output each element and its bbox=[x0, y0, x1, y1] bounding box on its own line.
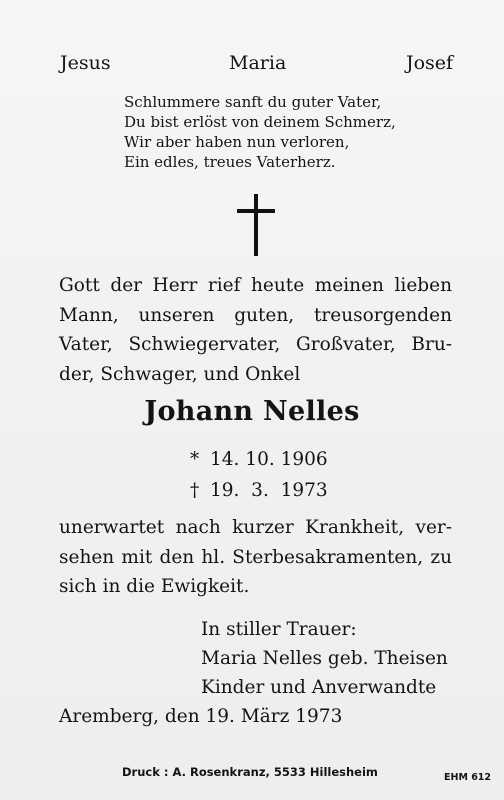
mourners-intro: In stiller Trauer: bbox=[201, 619, 357, 640]
life-dates bbox=[190, 444, 328, 506]
death-symbol: † bbox=[190, 480, 200, 501]
mourner-line: Maria Nelles geb. Theisen bbox=[201, 648, 448, 669]
closing-line: sehen mit den hl. Sterbesakramenten, zu bbox=[59, 546, 452, 568]
announcement-text bbox=[59, 271, 452, 389]
poem bbox=[124, 92, 396, 172]
card-code: EHM 612 bbox=[444, 772, 492, 783]
announcement-line: Gott der Herr rief heute meinen lieben bbox=[59, 275, 452, 296]
poem-line: Ein edles, treues Vaterherz. bbox=[124, 153, 336, 171]
cross-icon bbox=[237, 194, 275, 256]
place-date: Aremberg, den 19. März 1973 bbox=[59, 706, 343, 727]
closing-line: unerwartet nach kurzer Krankheit, ver- bbox=[59, 517, 452, 538]
death-row bbox=[190, 475, 328, 506]
header-josef: Josef bbox=[406, 52, 454, 74]
mourners bbox=[201, 615, 448, 702]
closing-text bbox=[59, 513, 452, 602]
birth-symbol: * bbox=[190, 449, 200, 470]
announcement-line: Vater, Schwiegervater, Großvater, Bru- bbox=[59, 334, 452, 355]
announcement-line: der, Schwager, und Onkel bbox=[59, 363, 301, 385]
header-jesus: Jesus bbox=[60, 52, 111, 74]
poem-line: Du bist erlöst von deinem Schmerz, bbox=[124, 113, 396, 131]
printer-credit: Druck : A. Rosenkranz, 5533 Hillesheim bbox=[122, 765, 378, 779]
announcement-line: Mann, unseren guten, treusorgenden bbox=[59, 304, 452, 326]
birth-date: 14. 10. 1906 bbox=[210, 449, 328, 470]
death-date: 19. 3. 1973 bbox=[210, 480, 328, 501]
poem-line: Wir aber haben nun verloren, bbox=[124, 133, 350, 151]
closing-line: sich in die Ewigkeit. bbox=[59, 576, 250, 597]
deceased-name: Johann Nelles bbox=[144, 396, 360, 427]
birth-row bbox=[190, 444, 328, 475]
mourner-line: Kinder und Anverwandte bbox=[201, 677, 437, 698]
poem-line: Schlummere sanft du guter Vater, bbox=[124, 93, 382, 111]
header-maria: Maria bbox=[229, 52, 287, 74]
